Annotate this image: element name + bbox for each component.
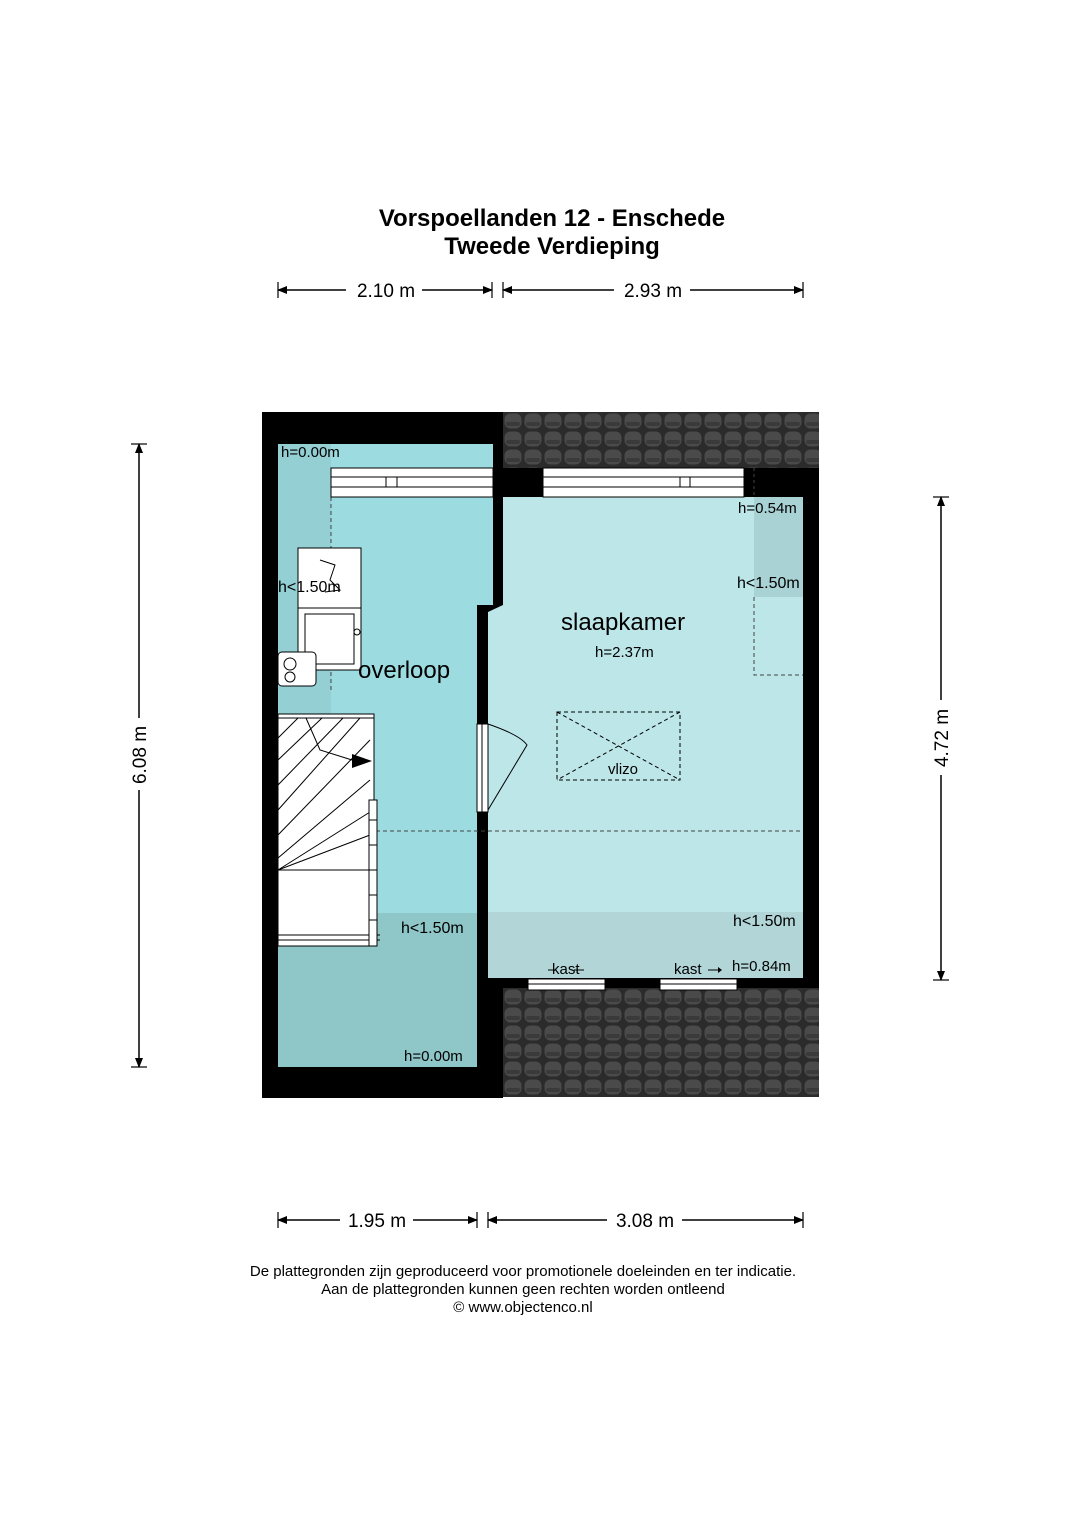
copyright-link[interactable]: © www.objectenco.nl [453, 1299, 593, 1316]
slaapkamer-h-bottom: h=0.84m [732, 958, 791, 975]
window-kast-right [660, 979, 737, 990]
vlizo-label: vlizo [608, 761, 639, 778]
floor-name: Tweede Verdieping [444, 233, 660, 260]
window-kast-left [528, 979, 605, 990]
disclaimer-line-2: Aan de plattegronden kunnen geen rechten worden ontleend [321, 1281, 725, 1298]
dim-left-height: 6.08 m [130, 725, 151, 785]
overloop-h-top: h=0.00m [281, 444, 340, 461]
overloop-h-low: h<1.50m [401, 920, 464, 937]
boiler-icon [278, 652, 316, 686]
disclaimer-line-1: De plattegronden zijn geproduceerd voor promotionele doeleinden en ter indicatie. [249, 1263, 797, 1280]
overloop-h-mid: h<1.50m [278, 579, 341, 596]
slaapkamer-h-side: h<1.50m [737, 575, 800, 592]
window-overloop [331, 468, 493, 497]
slaapkamer-h-low: h<1.50m [733, 913, 796, 930]
dim-top-right: 2.93 m [623, 281, 683, 302]
slaapkamer-height: h=2.37m [595, 644, 654, 661]
slaapkamer-h-top: h=0.54m [738, 500, 797, 517]
roof-tiles-bottom [487, 988, 819, 1097]
bottom-dimensions [278, 1211, 803, 1232]
dim-top-left: 2.10 m [356, 281, 416, 302]
plan-title: Vorspoellanden 12 - Enschede [378, 205, 726, 232]
window-slaapkamer [543, 468, 744, 497]
dim-bottom-right: 3.08 m [615, 1211, 675, 1232]
kast-left-label: kast [552, 961, 580, 978]
dim-bottom-left: 1.95 m [347, 1211, 407, 1232]
staircase-icon [278, 714, 380, 946]
overloop-name: overloop [358, 657, 451, 684]
right-dimension [932, 497, 953, 980]
kast-right-label: kast [674, 961, 702, 978]
slaapkamer-name: slaapkamer [561, 609, 686, 636]
top-dimensions [278, 281, 803, 302]
overloop-h-bottom: h=0.00m [404, 1048, 463, 1065]
left-dimension [130, 444, 151, 1067]
dim-right-height: 4.72 m [932, 708, 953, 768]
